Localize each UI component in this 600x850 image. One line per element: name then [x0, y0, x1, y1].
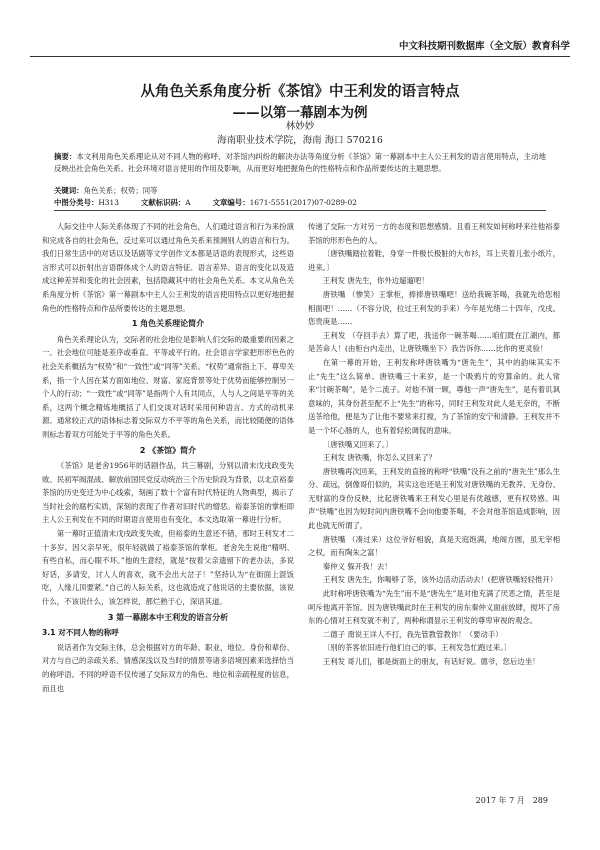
section-heading: 3 第一幕剧本中王利发的语言分析 — [107, 612, 229, 622]
article-id-value: 1671-5551(2017)07-0289-02 — [249, 198, 357, 207]
page-footer: 2017 年 7 月 289 — [475, 796, 548, 805]
keywords-text: 角色关系；权势；同等 — [83, 186, 158, 195]
article-id-label: 文章编号： — [212, 198, 250, 207]
paragraph: 《茶馆》是老舍1956年的话剧作品，共三幕剧，分别以清末戊戌政变失败、民初军阀混战、解放前国民党反动统治三个历史阶段为背景，以北京裕泰茶馆的历史变迁为中心线索，刻画了数十个富有时代特征的人物典型，揭示了当时社会的腐朽实质，深刻的表现了作者对旧时代的憎恶。裕泰茶馆的掌柜即主人公王利发在不同的时期语言使用也有变化，本文选取第一幕进行分析。 — [42, 461, 294, 525]
paragraph: 第一幕时正值清末戊戌政变失败，但裕泰的生意还不错，那时王利发才二十多岁。因父亲早死，很年轻就做了裕泰茶馆的掌柜。老舍先生说他“精明、有些自私，而心眼不坏。”他的生意经，就是“按着父亲遗留下的老办法，多说好话，多请安，讨人人的喜欢，就不会出大岔子！”坚持认为“在街面上混饭吃，人缘儿顶要紧。”自己的人际关系，这也就造成了他说话的主要依据，该说什么，不该说什么，该怎样说，都烂熟于心，深谙其道。 — [42, 529, 294, 607]
script-line: 王利发 唐先生，你外边遛遛吧！ — [322, 276, 429, 286]
abstract-divider — [54, 210, 546, 211]
paragraph: 角色关系理论认为，交际者的社会地位是影响人们交际的最重要的因素之一。社会地位可能是差序或垂直、平等或平行的。社会语言学家把形形色色的社会关系概括为“权势”和“一致性”或“同等”关系。“权势”通常指上下、尊卑关系，指一个人因在某方面如地位、财富、家庭背景等处于优势而能够控制另一个人的行动；“一致性”或“同等”是指两个人有共同点，人与人之间是平等的关系，这两个概念精炼地概括了人们交谈对话时采用何种语言、方式的动机来源。通常较正式的语体标志着交际双方不平等的角色关系，而比较随便的语体则标志着双方可能处于平等的角色关系。 — [42, 334, 294, 439]
script-line: 〔唐铁嘴又回来了。〕 — [322, 439, 394, 449]
article-title: 从角色关系角度分析《茶馆》中王利发的语言特点 — [140, 84, 460, 100]
paragraph: 人际交往中人际关系体现了不同的社会角色，人们通过语言和行为来扮演和完成各自的社会角色，反过来可以通过角色关系来预测别人的语言和行为。我们日常生活中的对话以及话剧等文学创作文本都是话语的表现形式，这些语言形式可以折射出言语群体成个人的语言特征、语言差异、语言的变化以及造成这种差异和变化的社会因素，包括隐藏其中的社会角色关系。本文从角色关系角度分析《茶馆》第一幕剧本中主人公王利发的语言使用特点以更好地把握角色的性格特点和作品所要传达的主题思想。 — [42, 222, 294, 313]
clc-field — [54, 197, 119, 208]
script-line: 王利发 唐铁嘴，你怎么又回来了？ — [322, 453, 437, 463]
right-column — [308, 220, 560, 669]
paragraph: 说话者作为交际主体，总会根据对方的年龄、职业、地位、身份和辈份、对方与自己的亲疏关系、情感深浅以及当时的情景等诸多语境因素来选择恰当的称呼语。不同的呼语不仅传递了交际双方的角色、地位和亲疏程度的信息，而且也 — [42, 642, 294, 693]
script-line: 〔唐铁嘴踏拉着鞋，身穿一件极长极脏的大布衫，耳上夹着儿张小纸片，进来。〕 — [308, 249, 560, 272]
script-line: 王利发 （夺回手去）算了吧，我送你一碗茶喝……咱们既在江湖内，都是苦命人！(由柜台内走出，让唐铁嘴坐下）我告诉你……比你的更灵验！ — [308, 330, 560, 354]
script-line: 唐铁嘴 （凑过来）这位爷好相貌，真是天庭饱满，地阁方圆，虽无宰相之权，而有陶朱之富！ — [308, 534, 560, 558]
article-id-field — [213, 197, 357, 208]
paragraph: 此时称呼唐铁嘴为“先生”而不是“唐先生”是对他充满了厌恶之情，甚至是呵斥他离开茶馆。因为唐铁嘴此时在王利发的房东秦仲义面前放肆，搅坏了房东的心情对王利发就不利了，两种称谓显示王利发的尊卑审视的观念。 — [308, 589, 560, 626]
script-line: 王利发 哥儿们，都是街面上的朋友，有话好说。德爷，您后边坐！ — [322, 657, 540, 666]
abstract-label: 摘要： — [54, 152, 77, 161]
script-line: 〔别的茶客依旧进行他们自己的事。王利发急忙跑过来。〕 — [322, 643, 512, 653]
doc-code-value: A — [185, 198, 191, 207]
script-line: 唐铁嘴 （惨笑）王掌柜，捧捧唐铁嘴吧！送给我碗茶喝，我就先给您相相面吧！……（不容分说，拉过王利发的手来）今年是光绪二十四年，戊戌。您贵庚是…… — [308, 289, 560, 327]
subsection-heading: 3.1 对不同人物的称呼 — [42, 628, 119, 638]
script-line: 秦仲义 躲开我！去！ — [322, 561, 392, 571]
paragraph: 传递了交际一方对另一方的态度和思想感情。且看王利发如何称呼来往他裕泰茶馆的形形色色的人。 — [308, 222, 560, 245]
abstract — [54, 151, 546, 174]
script-line: 王利发 唐先生，你喝够了茶，该外边活动活动去！(把唐铁嘴轻轻推开） — [322, 575, 558, 585]
paragraph: 在第一幕的开始，王利发称呼唐铁嘴为“唐先生”，其中的韵味其实不止“先生”这么简单。唐铁嘴三十来岁，是一个吸鸦片的穷算命的。此人常来“讨碗茶喝”，是个二流子。对他不屑一顾，尊他一声“唐先生”，是有着讥讽意味的，其身份甚至配不上“先生”的称号，同时王利发对此人是无奈的，不断送茶给他，便是为了让他不要常来打搅，为了茶馆的安宁和清静。王利发并不是一个坏心肠的人，也有着轻松调侃的意味。 — [308, 357, 560, 435]
keywords-label: 关键词： — [54, 186, 84, 195]
clc-label: 中图分类号： — [54, 198, 99, 207]
section-heading: 1 角色关系理论简介 — [131, 319, 205, 329]
clc-value: H313 — [98, 198, 119, 207]
abstract-text: 本文利用角色关系理论从对不同人物的称呼、对茶馆内纠纷的解决办法等角度分析《茶馆》第一幕剧本中主人公王利发的语言使用特点，主动地反映出社会角色关系、社会环境对语言使用的作用及影响，从而更好地把握角色的性格特点和作品所要传达的主题思想。 — [54, 152, 546, 173]
doc-code-label: 文献标识码： — [140, 198, 186, 207]
paragraph: 唐铁嘴再次回来，王利发的直接的称呼“铁嘴”没有之前的“唐先生”那么生分、疏远，倒像哥们似的，其实这也还是王利发对唐铁嘴的无教养、无身份、无财富的身份反映，比起唐铁嘴来王利发心里是有优越感，更有权势感。叫声“铁嘴”也因为短时间内唐铁嘴不会向他要茶喝，不会对他茶馆造成影响，因此也就无所谓了。 — [308, 466, 560, 531]
script-line: 二德子 甭说王详人不打，我先管教管教你！（要动手） — [322, 629, 503, 639]
section-heading: 2 《茶馆》简介 — [139, 445, 197, 455]
journal-name: 中文科技期刊数据库（全文版）教育科学 — [398, 41, 570, 52]
doc-code-field — [141, 197, 191, 208]
left-column — [42, 220, 294, 695]
article-subtitle: ——以第一幕剧本为例 — [232, 105, 368, 121]
author-affiliation: 海南职业技术学院，海南 海口 570216 — [217, 135, 383, 146]
author-name: 林妙妙 — [285, 121, 315, 132]
article-meta — [54, 197, 357, 208]
keywords — [54, 185, 158, 196]
